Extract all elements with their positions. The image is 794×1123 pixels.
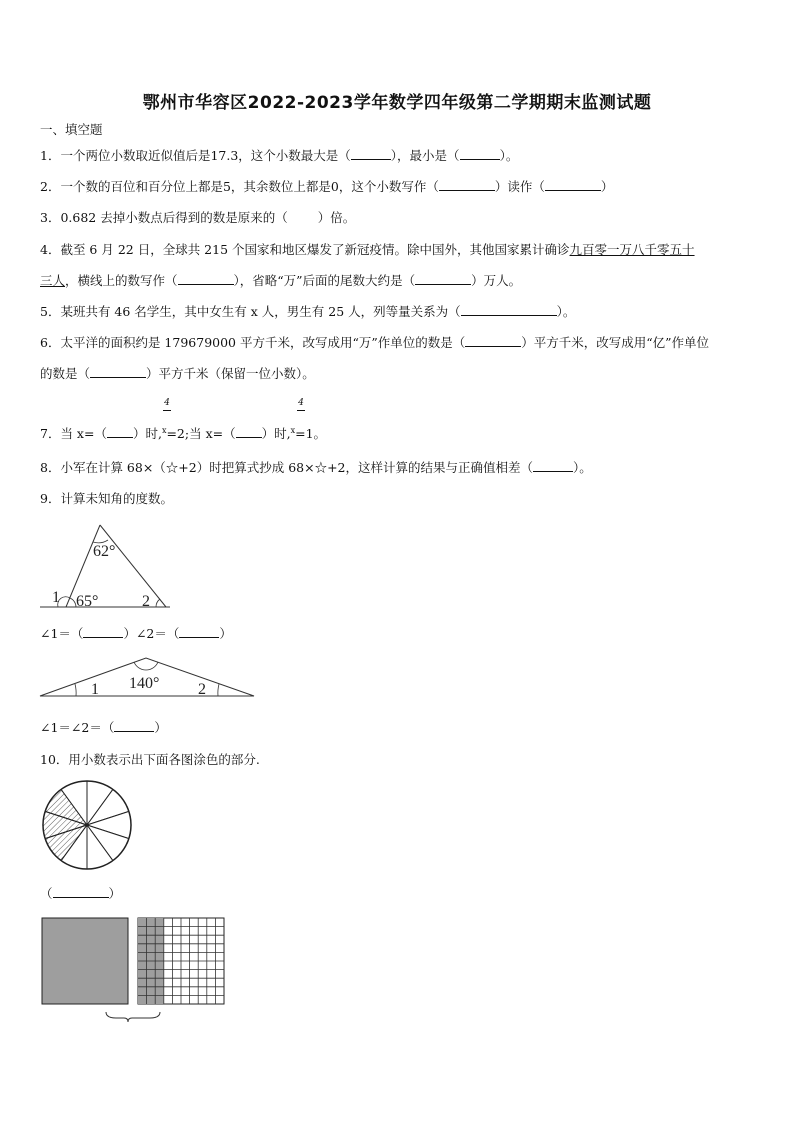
- question-10-answer: [40, 884, 121, 902]
- q10-ans-a: （: [40, 886, 53, 901]
- q4-blank-write[interactable]: [178, 272, 234, 285]
- q1-blank-min[interactable]: [460, 147, 500, 160]
- q9-text: 计算未知角的度数。: [60, 491, 173, 506]
- q6-text-line2b: ）平方千米（保留一位小数）。: [146, 366, 315, 381]
- q8-text-a: 小军在计算 68×（☆+2）时把算式抄成 68×☆+2，这样计算的结果与正确值相差（: [60, 460, 534, 475]
- square-grid-figure: [40, 916, 230, 1024]
- question-1: [40, 146, 518, 164]
- q5-text-b: ）。: [556, 304, 576, 319]
- q7-fraction-2: [297, 398, 305, 411]
- q4-blank-approx[interactable]: [415, 272, 471, 285]
- q7-fraction-1-denominator: x: [161, 425, 167, 435]
- q7-text-b: ）时,: [132, 426, 162, 441]
- tri1-base-angle-label: 65°: [76, 593, 99, 610]
- q7-blank-2[interactable]: [236, 425, 262, 438]
- tri1-angle-2-label: 2: [142, 593, 150, 610]
- question-7: [40, 424, 326, 442]
- q9-ans1-a: ∠1＝（: [40, 626, 84, 641]
- question-6-line2: [40, 364, 315, 382]
- question-3: [40, 208, 355, 226]
- q9-ans1-b: ）∠2＝（: [123, 626, 180, 641]
- q10-number: 10．: [40, 752, 69, 767]
- q9-ans2-a: ∠1＝∠2＝（: [40, 720, 115, 735]
- q10-ans-b: ）: [108, 886, 122, 901]
- q1-text-a: 一个两位小数取近似值后是17.3，这个小数最大是（: [60, 148, 351, 163]
- question-2: [40, 177, 613, 195]
- q7-text-e: =1。: [295, 426, 327, 441]
- question-9-answer-1: [40, 624, 232, 642]
- q5-blank[interactable]: [461, 303, 557, 316]
- q1-blank-max[interactable]: [351, 147, 391, 160]
- question-4-line2: [40, 271, 521, 289]
- full-shaded-square: [42, 918, 128, 1004]
- circle-figure: [40, 778, 134, 872]
- question-9-answer-2: [40, 718, 167, 736]
- q7-fraction-1-numerator: 4: [164, 398, 170, 408]
- q9-blank-angles[interactable]: [114, 719, 154, 732]
- question-5: [40, 302, 575, 320]
- tri2-angle-1-label: 1: [91, 681, 99, 698]
- q4-text-line1: 截至 6 月 22 日，全球共 215 个国家和地区爆发了新冠疫情。除中国外，其他国家累计确诊: [60, 242, 570, 257]
- q3-number: 3．: [40, 210, 61, 225]
- q7-fraction-1: [163, 398, 171, 411]
- tri2-top-angle-label: 140°: [129, 675, 160, 692]
- question-6-line1: [40, 333, 709, 351]
- q8-number: 8．: [40, 460, 61, 475]
- q7-fraction-2-numerator: 4: [298, 398, 304, 408]
- question-10: [40, 750, 260, 768]
- q9-ans1-c: ）: [219, 626, 232, 641]
- q2-text-a: 一个数的百位和百分位上都是5，其余数位上都是0，这个小数写作（: [60, 179, 439, 194]
- q10-blank[interactable]: [53, 885, 109, 898]
- q7-fraction-2-denominator: x: [290, 425, 296, 435]
- q2-blank-write[interactable]: [439, 178, 495, 191]
- q6-blank-yi[interactable]: [90, 365, 146, 378]
- q7-text-a: 当 x=（: [60, 426, 107, 441]
- question-4-line1: [40, 240, 695, 258]
- q4-underlined-number-b: 三人: [40, 273, 66, 288]
- tri2-angle-2-label: 2: [198, 681, 206, 698]
- q2-text-b: ）读作（: [494, 179, 545, 194]
- q7-blank-1[interactable]: [107, 425, 133, 438]
- q9-number: 9．: [40, 491, 61, 506]
- q7-text-c: =2;当 x=（: [166, 426, 236, 441]
- q4-text-line2a: ，横线上的数写作（: [65, 273, 178, 288]
- q4-text-line2c: ）万人。: [471, 273, 522, 288]
- q8-text-b: ）。: [573, 460, 592, 475]
- q1-text-b: ），最小是（: [390, 148, 460, 163]
- q6-text-line1b: ）平方千米，改写成用“亿”作单位: [521, 335, 710, 350]
- q5-text-a: 某班共有 46 名学生，其中女生有 x 人，男生有 25 人，列等量关系为（: [60, 304, 461, 319]
- q1-text-c: ）。: [499, 148, 519, 163]
- q6-blank-wan[interactable]: [465, 334, 521, 347]
- section-heading: 一、填空题: [40, 122, 103, 137]
- q4-text-line2b: ），省略“万”后面的尾数大约是（: [233, 273, 416, 288]
- q7-text-d: ）时,: [261, 426, 291, 441]
- q4-number: 4．: [40, 242, 61, 257]
- q10-text: 用小数表示出下面各图涂色的部分.: [68, 752, 260, 767]
- q2-blank-read[interactable]: [545, 178, 601, 191]
- tri1-top-angle-label: 62°: [93, 543, 116, 560]
- triangle-figure-2: [36, 652, 260, 700]
- q5-number: 5．: [40, 304, 61, 319]
- q9-blank-angle2[interactable]: [179, 625, 219, 638]
- q2-number: 2．: [40, 179, 61, 194]
- q6-text-line1a: 太平洋的面积约是 179679000 平方千米，改写成用“万”作单位的数是（: [60, 335, 466, 350]
- q2-text-c: ）: [600, 179, 614, 194]
- q9-ans2-b: ）: [154, 720, 167, 735]
- q7-number: 7．: [40, 426, 61, 441]
- q6-text-line2a: 的数是（: [40, 366, 91, 381]
- question-8: [40, 458, 592, 476]
- q6-number: 6．: [40, 335, 61, 350]
- q3-text-a: 0.682 去掉小数点后得到的数是原来的（: [60, 210, 288, 225]
- triangle-figure-1: [36, 518, 176, 614]
- q9-blank-angle1[interactable]: [83, 625, 123, 638]
- q3-text-b: ）倍。: [317, 210, 356, 225]
- question-9: [40, 489, 173, 507]
- q4-underlined-number-a: 九百零一万八千零五十: [569, 242, 695, 257]
- brace: [106, 1012, 160, 1022]
- q1-number: 1．: [40, 148, 61, 163]
- tri1-angle-1-label: 1: [52, 589, 60, 606]
- page-title: 鄂州市华容区2022-2023学年数学四年级第二学期期末监测试题: [142, 93, 652, 113]
- q8-blank[interactable]: [533, 459, 573, 472]
